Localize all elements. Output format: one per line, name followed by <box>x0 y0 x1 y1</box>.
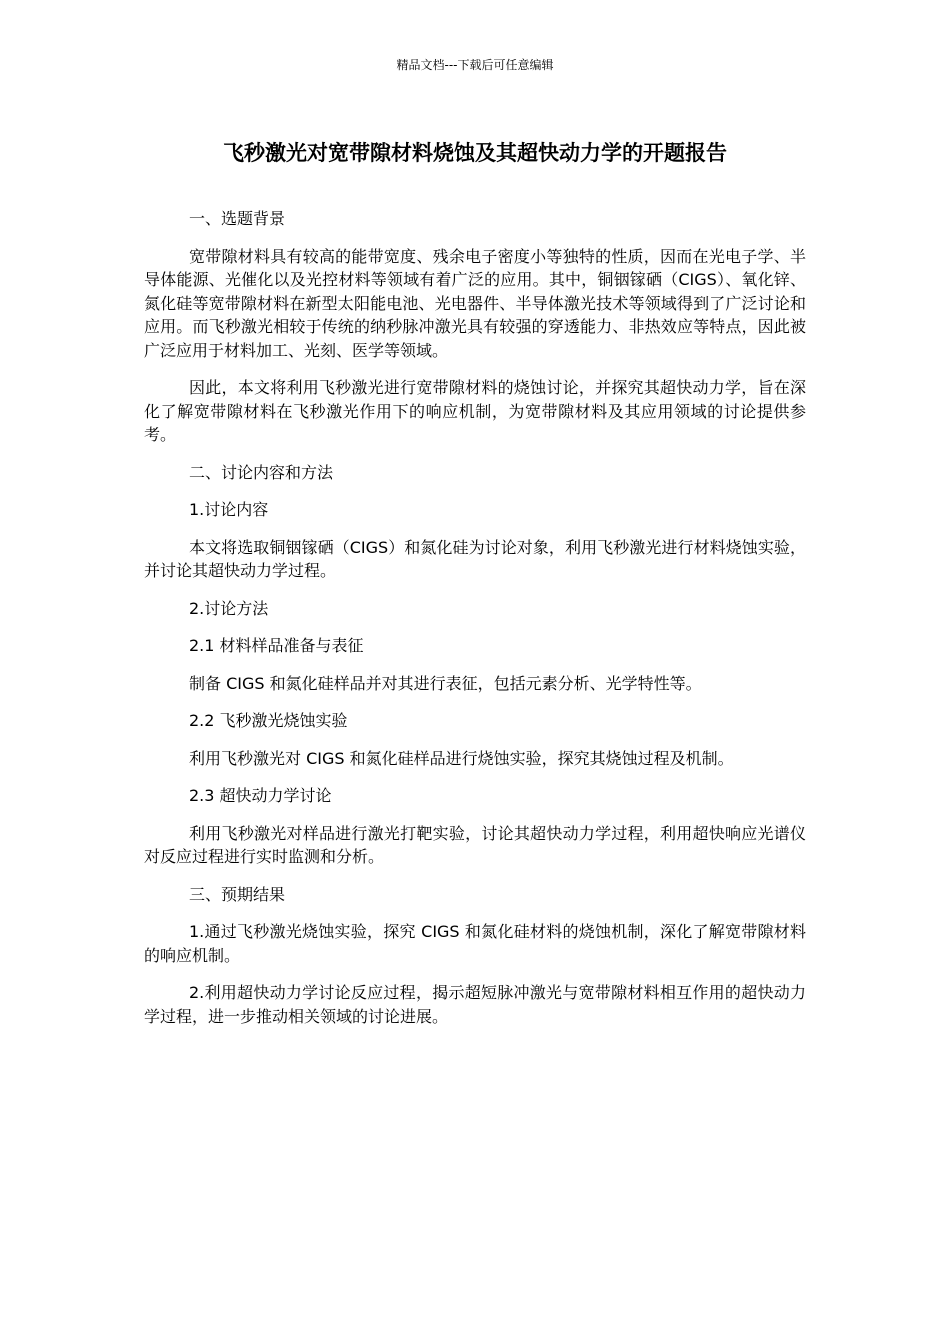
subheading-content: 1.讨论内容 <box>189 500 269 519</box>
section-heading-expected-results: 三、预期结果 <box>189 884 286 904</box>
paragraph-expected-result-2: 2.利用超快动力学讨论反应过程，揭示超短脉冲激光与宽带隙材料相互作用的超快动力学过程，进一步推动相关领域的讨论进展。 <box>144 983 806 1026</box>
page-header-watermark: 精品文档---下载后可任意编辑 <box>396 58 554 72</box>
paragraph-ablation-experiment: 利用飞秒激光对 CIGS 和氮化硅样品进行烧蚀实验，探究其烧蚀过程及机制。 <box>189 748 734 768</box>
paragraph-expected-result-1: 1.通过飞秒激光烧蚀实验，探究 CIGS 和氮化硅材料的烧蚀机制，深化了解宽带隙材料的响应机制。 <box>144 922 806 965</box>
subheading-ultrafast-dynamics: 2.3 超快动力学讨论 <box>189 786 332 805</box>
subheading-ablation-experiment: 2.2 飞秒激光烧蚀实验 <box>189 711 348 730</box>
paragraph-ultrafast-dynamics: 利用飞秒激光对样品进行激光打靶实验，讨论其超快动力学过程，利用超快响应光谱仪对反应过程进行实时监测和分析。 <box>144 823 806 866</box>
subheading-methods: 2.讨论方法 <box>189 598 269 618</box>
subheading-sample-preparation: 2.1 材料样品准备与表征 <box>189 636 364 655</box>
paragraph-content: 本文将选取铜铟镓硒（CIGS）和氮化硅为讨论对象，利用飞秒激光进行材料烧蚀实验，并讨论其超快动力学过程。 <box>144 537 806 580</box>
section-heading-content-methods: 二、讨论内容和方法 <box>189 462 334 482</box>
paragraph-background-1: 宽带隙材料具有较高的能带宽度、残余电子密度小等独特的性质，因而在光电子学、半导体能源、光催化以及光控材料等领域有着广泛的应用。其中，铜铟镓硒（CIGS）、氧化锌、氮化硅等宽带隙材料在新型太阳能电池、光电器件、半导体激光技术等领域得到了广泛讨论和应用。而飞秒激光相较于传统的纳秒脉冲激光具有较强的穿透能力、非热效应等特点，因此被广泛应用于材料加工、光刻、医学等领域。 <box>144 246 806 360</box>
document-title: 飞秒激光对宽带隙材料烧蚀及其超快动力学的开题报告 <box>223 141 727 165</box>
paragraph-sample-preparation: 制备 CIGS 和氮化硅样品并对其进行表征，包括元素分析、光学特性等。 <box>189 673 702 693</box>
document-body <box>144 207 806 1042</box>
paragraph-background-2: 因此，本文将利用飞秒激光进行宽带隙材料的烧蚀讨论，并探究其超快动力学，旨在深化了解宽带隙材料在飞秒激光作用下的响应机制，为宽带隙材料及其应用领域的讨论提供参考。 <box>144 378 806 444</box>
section-heading-background: 一、选题背景 <box>189 209 286 228</box>
